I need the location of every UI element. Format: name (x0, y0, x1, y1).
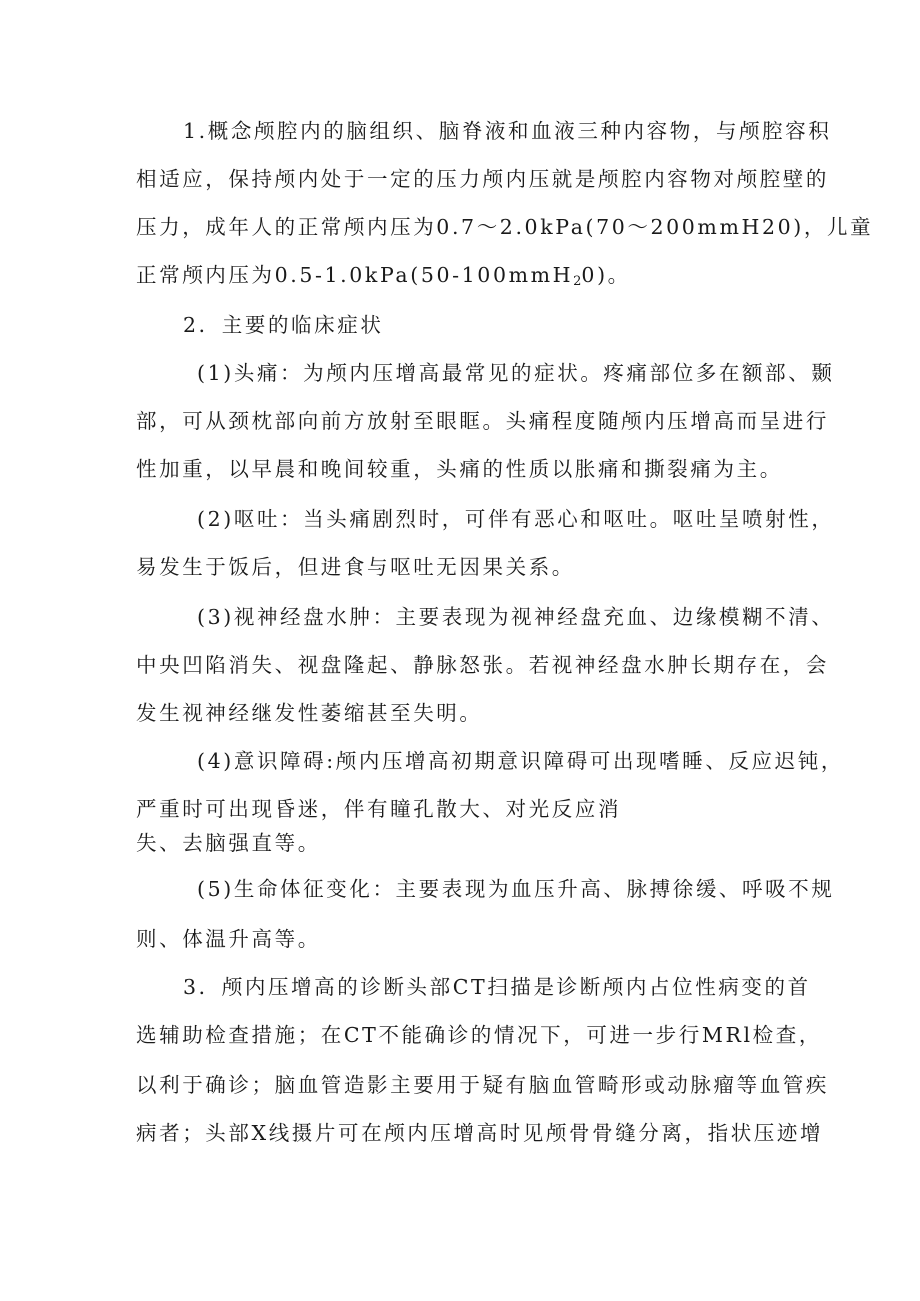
section-3-line-4: 病者；头部X线摄片可在颅内压增高时见颅骨骨缝分离，指状压迹增 (136, 1121, 824, 1145)
symptom-2-line-1: (2)呕吐：当头痛剧烈时，可伴有恶心和呕吐。呕吐呈喷射性， (197, 507, 835, 531)
para-1-line-4-text: 正常颅内压为0.5-1.0kPa(50-100mmH (136, 263, 574, 287)
para-1-line-4-tail: 0)。 (581, 263, 631, 287)
symptom-5-line-2: 则、体温升高等。 (136, 927, 321, 951)
para-1-line-2: 相适应，保持颅内处于一定的压力颅内压就是颅腔内容物对颅腔壁的 (136, 167, 829, 191)
symptom-4-line-1: (4)意识障碍:颅内压增高初期意识障碍可出现嗜睡、反应迟钝， (197, 749, 844, 773)
section-3-line-3: 以利于确诊；脑血管造影主要用于疑有脑血管畸形或动脉瘤等血管疾 (136, 1073, 829, 1097)
symptom-1-line-3: 性加重，以早晨和晚间较重，头痛的性质以胀痛和撕裂痛为主。 (136, 457, 783, 481)
symptom-3-line-2: 中央凹陷消失、视盘隆起、静脉怒张。若视神经盘水肿长期存在，会 (136, 653, 829, 677)
symptom-4-line-3: 失、去脑强直等。 (136, 831, 321, 855)
symptom-5-line-1: (5)生命体征变化：主要表现为血压升高、脉搏徐缓、呼吸不规 (197, 877, 835, 901)
para-1-line-3: 压力，成年人的正常颅内压为0.7～2.0kPa(70～200mmH20)，儿童 (136, 215, 874, 239)
subscript-2: 2 (573, 274, 582, 289)
symptom-2-line-2: 易发生于饭后，但进食与呕吐无因果关系。 (136, 555, 575, 579)
symptom-4-line-2: 严重时可出现昏迷，伴有瞳孔散大、对光反应消 (136, 797, 622, 821)
symptom-1-line-1: (1)头痛：为颅内压增高最常见的症状。疼痛部位多在额部、颞 (197, 361, 835, 385)
symptom-3-line-1: (3)视神经盘水肿：主要表现为视神经盘充血、边缘模糊不清、 (197, 605, 835, 629)
symptom-1-line-2: 部，可从颈枕部向前方放射至眼眶。头痛程度随颅内压增高而呈进行 (136, 409, 829, 433)
para-1-line-4 (136, 265, 800, 288)
symptom-3-line-3: 发生视神经继发性萎缩甚至失明。 (136, 701, 483, 725)
section-3-line-2: 选辅助检查措施；在CT不能确诊的情况下，可进一步行MRl检查， (136, 1023, 822, 1047)
section-3-line-1: 3．颅内压增高的诊断头部CT扫描是诊断颅内占位性病变的首 (183, 975, 811, 999)
section-2-heading: 2．主要的临床症状 (183, 313, 384, 337)
para-1-line-1: 1.概念颅腔内的脑组织、脑脊液和血液三种内容物，与颅腔容积 (183, 119, 832, 143)
